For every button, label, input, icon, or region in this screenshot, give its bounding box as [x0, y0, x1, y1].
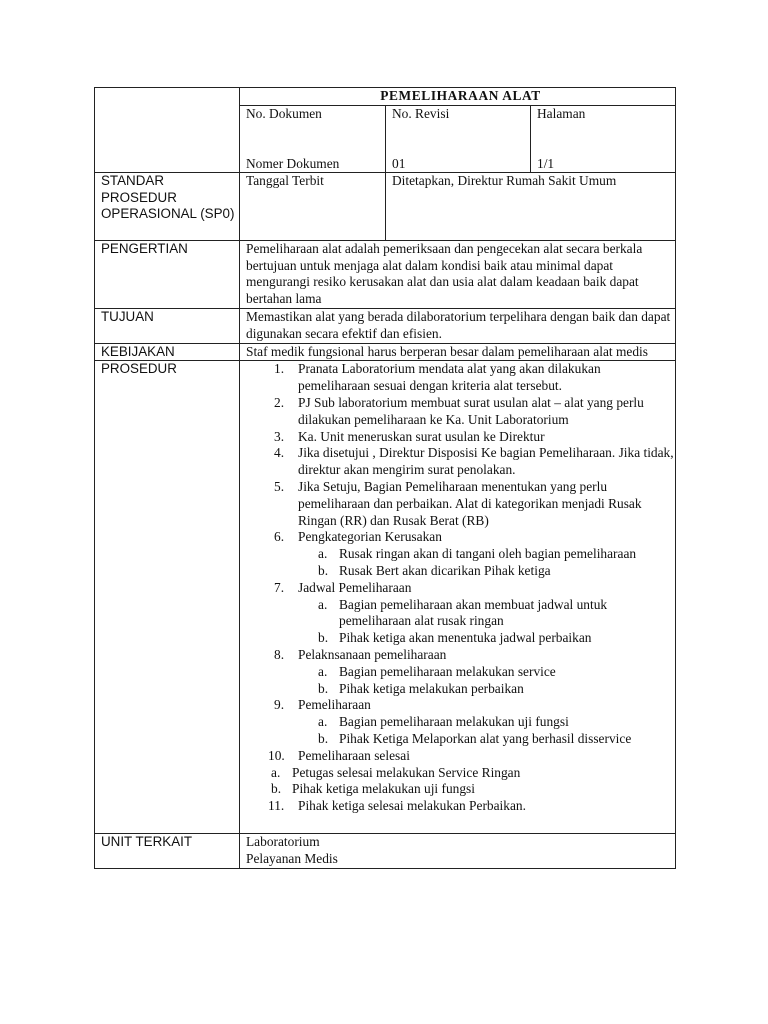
sub-item-text: Rusak ringan akan di tangani oleh bagian pemeliharaan — [339, 546, 637, 562]
sub-item-letter: b. — [271, 781, 282, 797]
step-text: Pemeliharaan — [298, 697, 371, 713]
sub-item-letter: a. — [318, 663, 328, 679]
unit-terkait-cell — [240, 833, 676, 868]
no-dokumen-cell — [240, 105, 386, 172]
step-text: Ka. Unit meneruskan surat usulan ke Direktur — [298, 428, 545, 444]
step-sub-item — [246, 731, 675, 748]
pengertian-label: PENGERTIAN — [95, 240, 240, 308]
sub-item-letter: a. — [318, 596, 328, 612]
step-number: 7. — [274, 579, 285, 595]
step-number: 2. — [274, 394, 285, 410]
sub-item-text: Bagian pemeliharaan melakukan uji fungsi — [339, 714, 569, 730]
sub-item-letter: a. — [271, 764, 281, 780]
sub-item-letter: a. — [318, 714, 328, 730]
tanggal-terbit-label: Tanggal Terbit — [240, 172, 386, 240]
halaman-label: Halaman — [537, 105, 586, 121]
prosedur-step — [268, 798, 675, 815]
sub-item-text: Petugas selesai melakukan Service Ringan — [292, 764, 521, 780]
prosedur-steps-list — [246, 361, 675, 815]
halaman-value: 1/1 — [537, 155, 555, 171]
prosedur-step — [274, 478, 675, 529]
prosedur-step — [274, 697, 675, 747]
prosedur-step — [274, 394, 675, 429]
unit-terkait-item: Laboratorium — [246, 833, 320, 849]
step-sub-item — [246, 681, 675, 698]
step-sub-item — [246, 563, 675, 580]
step-text: Pemeliharaan selesai — [298, 747, 410, 763]
step-number: 9. — [274, 697, 285, 713]
step-sub-item — [246, 714, 675, 731]
prosedur-step — [274, 579, 675, 647]
prosedur-step — [274, 445, 675, 479]
prosedur-steps-cell — [240, 361, 676, 834]
step-number: 5. — [274, 478, 285, 494]
step-number: 11. — [268, 798, 285, 814]
sub-item-text: Pihak ketiga akan menentuka jadwal perbaikan — [339, 630, 592, 646]
no-revisi-cell — [386, 105, 531, 172]
unit-terkait-item: Pelayanan Medis — [246, 850, 338, 866]
step-text: Pengkategorian Kerusakan — [298, 529, 442, 545]
step-number: 8. — [274, 646, 285, 662]
ditetapkan-label: Ditetapkan, Direktur Rumah Sakit Umum — [386, 172, 676, 240]
step-sub-item — [246, 781, 675, 798]
kebijakan-text: Staf medik fungsional harus berperan besar dalam pemeliharaan alat medis — [240, 343, 676, 361]
prosedur-step — [274, 428, 675, 446]
prosedur-step — [274, 646, 675, 697]
step-text: Jika disetujui , Direktur Disposisi Ke bagian Pemeliharaan. Jika tidak, direktur akan mengirim surat penolakan. — [298, 445, 674, 478]
sub-item-letter: b. — [318, 630, 329, 646]
sop-document-table — [94, 87, 676, 869]
no-dokumen-value: Nomer Dokumen — [246, 155, 340, 171]
prosedur-step — [268, 747, 675, 798]
no-revisi-value: 01 — [392, 155, 406, 171]
prosedur-step — [274, 529, 675, 579]
step-text: Pelaknsanaan pemeliharaan — [298, 646, 447, 662]
no-revisi-label: No. Revisi — [392, 105, 450, 121]
tujuan-label: TUJUAN — [95, 308, 240, 343]
step-number: 1. — [274, 361, 285, 377]
step-text: Pihak ketiga selesai melakukan Perbaikan. — [298, 798, 526, 814]
pengertian-text: Pemeliharaan alat adalah pemeriksaan dan pengecekan alat secara berkala bertujuan untuk menjaga alat dalam kondisi baik atau minimal dapat mengurangi resiko kerusakan alat dan usia alat dalam keadaan baik dapat bertahan lama — [240, 240, 676, 308]
step-sub-list — [246, 597, 675, 647]
step-number: 6. — [274, 529, 285, 545]
step-sub-item — [246, 765, 675, 782]
step-sub-item — [246, 546, 675, 563]
tujuan-text: Memastikan alat yang berada dilaboratorium terpelihara dengan baik dan dapat digunakan secara efektif dan efisien. — [240, 308, 676, 343]
step-sub-item — [246, 664, 675, 681]
step-text: Pranata Laboratorium mendata alat yang akan dilakukan pemeliharaan sesuai dengan kriteria alat tersebut. — [298, 361, 601, 394]
logo-cell — [95, 88, 240, 173]
halaman-cell — [531, 105, 676, 172]
sub-item-text: Pihak ketiga melakukan perbaikan — [339, 680, 524, 696]
sop-label: STANDAR PROSEDUR OPERASIONAL (SP0) — [95, 172, 240, 240]
unit-terkait-label: UNIT TERKAIT — [95, 833, 240, 868]
step-sub-list — [246, 664, 675, 698]
step-number: 3. — [274, 428, 285, 444]
step-sub-list — [246, 765, 675, 799]
sub-item-letter: b. — [318, 730, 329, 746]
step-sub-list — [246, 714, 675, 748]
sub-item-text: Rusak Bert akan dicarikan Pihak ketiga — [339, 562, 551, 578]
step-text: Jadwal Pemeliharaan — [298, 579, 412, 595]
prosedur-label: PROSEDUR — [95, 361, 240, 834]
sub-item-text: Pihak ketiga melakukan uji fungsi — [292, 781, 475, 797]
prosedur-step — [274, 361, 675, 395]
step-sub-item — [246, 597, 675, 631]
step-sub-list — [246, 546, 675, 580]
step-text: PJ Sub laboratorium membuat surat usulan alat – alat yang perlu dilakukan pemeliharaan ke Ka. Unit Laboratorium — [298, 394, 644, 427]
sub-item-text: Pihak Ketiga Melaporkan alat yang berhasil disservice — [339, 730, 632, 746]
sub-item-letter: a. — [318, 546, 328, 562]
step-number: 4. — [274, 445, 285, 461]
sub-item-text: Bagian pemeliharaan melakukan service — [339, 663, 556, 679]
step-number: 10. — [268, 747, 285, 763]
unit-terkait-list — [246, 834, 675, 868]
sub-item-letter: b. — [318, 562, 329, 578]
step-sub-item — [246, 630, 675, 647]
no-dokumen-label: No. Dokumen — [246, 105, 322, 121]
step-text: Jika Setuju, Bagian Pemeliharaan menentukan yang perlu pemeliharaan dan perbaikan. Alat di kategorikan menjadi Rusak Ringan (RR) dan Rusak Berat (RB) — [298, 478, 642, 528]
sub-item-letter: b. — [318, 680, 329, 696]
kebijakan-label: KEBIJAKAN — [95, 343, 240, 361]
sub-item-text: Bagian pemeliharaan akan membuat jadwal untuk pemeliharaan alat rusak ringan — [339, 596, 608, 629]
document-title: PEMELIHARAAN ALAT — [240, 88, 676, 106]
